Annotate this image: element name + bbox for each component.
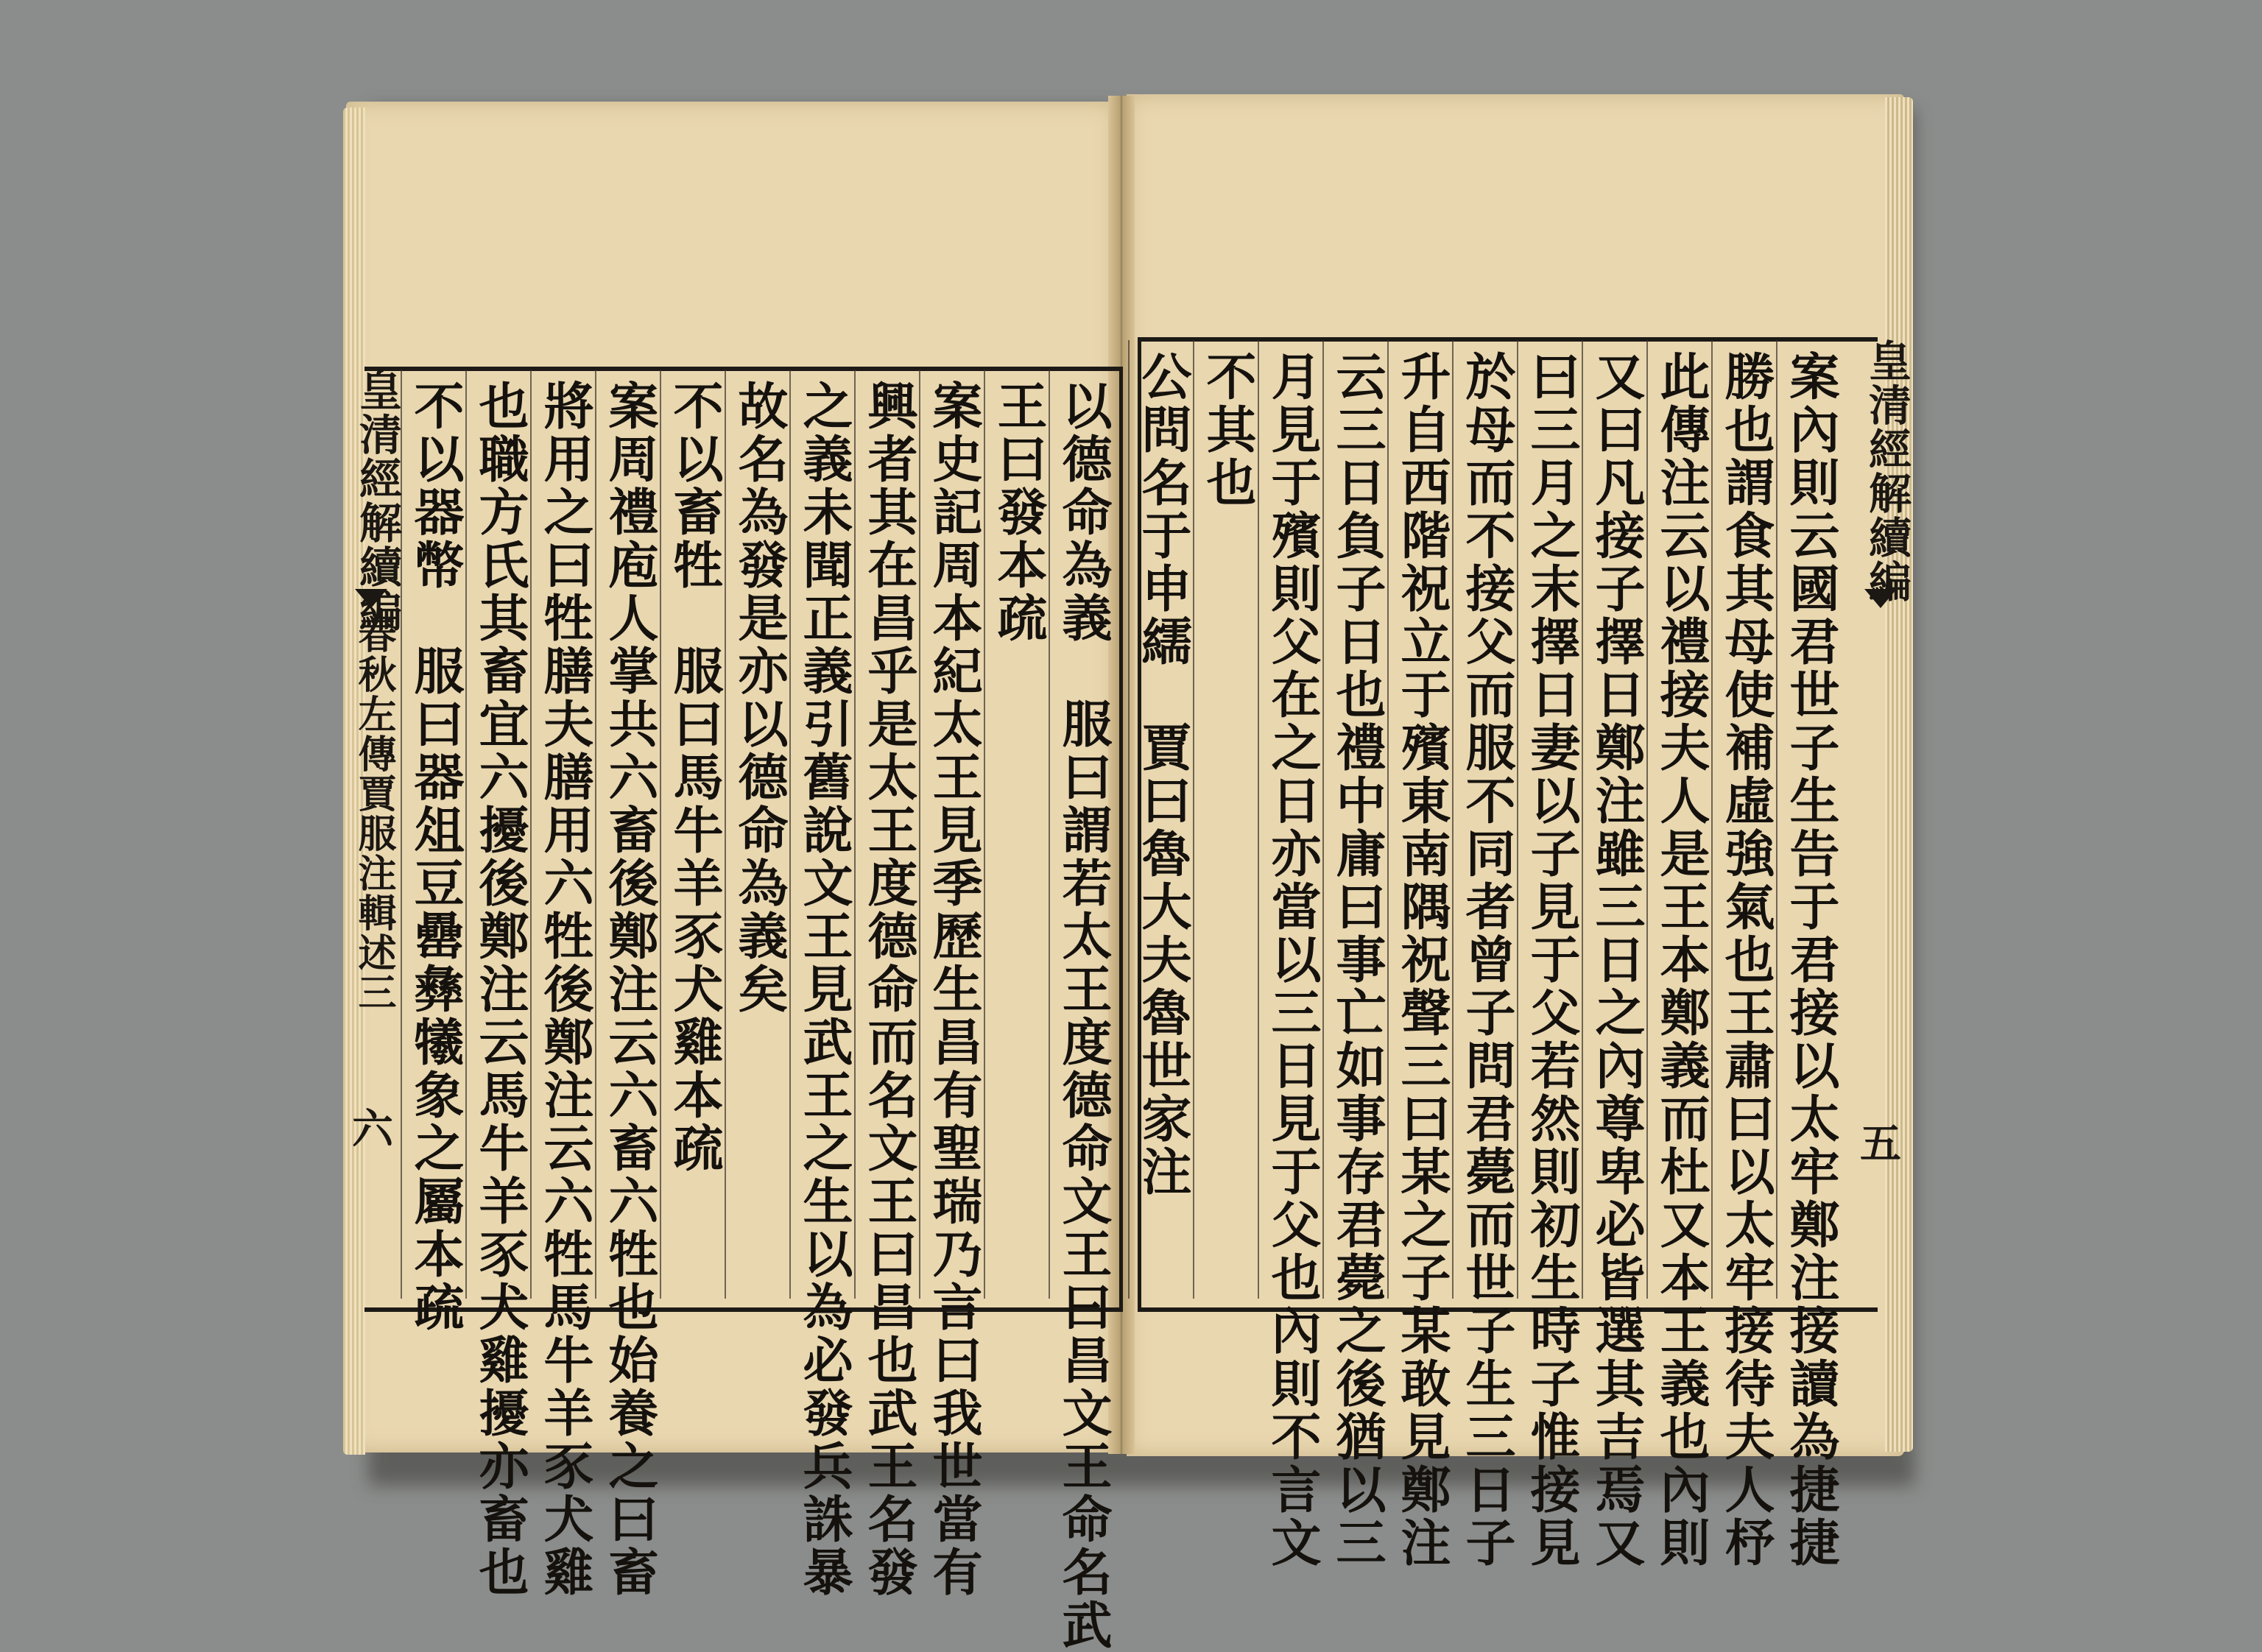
text-column: 案史記周本紀太王見季歷生昌有聖瑞乃言曰我世當有 [924,380,983,1599]
text-column: 王曰發本疏 [989,380,1048,645]
column-rule [725,370,726,1299]
left-fishtail-mark [355,589,387,608]
column-rule [465,370,467,1299]
text-column: 公問名于申繻 賈曰魯大夫魯世家注 [1133,350,1192,1199]
text-column: 以德命為義 服曰謂若太王度德命文王曰昌文王命名武 [1054,380,1113,1652]
column-rule [854,370,856,1299]
text-column: 故名為發是亦以德命為義矣 [730,380,789,1016]
text-column: 興者其在昌乎是太王度德命而名文王曰昌也武王名發 [859,380,918,1599]
column-rule [1193,340,1194,1299]
text-column: 不以畜牲 服曰馬牛羊豕犬雞本疏 [665,380,724,1175]
column-rule [1128,340,1130,1299]
right-page-number: 五 [1860,1120,1901,1168]
column-rule [595,370,596,1299]
text-column: 也職方氏其畜宜六擾後鄭注云馬牛羊豕犬雞擾亦畜也 [471,380,529,1599]
text-column: 案周禮庖人掌共六畜後鄭注云六畜六牲也始養之曰畜 [600,380,659,1599]
column-rule [1258,340,1259,1299]
left-margin-title: 皇清經解續編 [352,368,402,633]
text-column: 將用之曰牲膳夫膳用六牲後鄭注云六牲馬牛羊豕犬雞 [535,380,594,1599]
column-rule [1646,340,1648,1299]
text-column: 勝也謂食其母使補虛強氣也王肅曰以太牢接待夫人杼 [1716,350,1775,1570]
text-column: 曰三月之末擇日妻以子見于父若然則初生時子惟接見 [1522,350,1581,1570]
column-rule [984,370,985,1299]
column-rule [1387,340,1389,1299]
text-column: 月見于殯則父在之日亦當以三日見于父也內則不言文 [1263,350,1322,1570]
column-rule [530,370,532,1299]
column-rule [789,370,791,1299]
text-column: 此傳注云以禮接夫人是王本鄭義而杜又本王義也內則 [1652,350,1710,1570]
text-column: 之義未聞正義引舊說文王見武王之生以為必發兵誅暴 [794,380,853,1599]
column-rule [1322,340,1324,1299]
text-column: 不其也 [1198,350,1257,509]
column-rule [919,370,920,1299]
text-column: 不以器幣 服曰器俎豆罍彝犧象之屬本疏 [406,380,465,1334]
right-margin-title: 皇清經解續編 [1861,339,1912,604]
column-rule [1452,340,1454,1299]
column-rule [1776,340,1777,1299]
left-margin-subtitle: 春秋左傳賈服注輯述三 [351,615,396,1012]
column-rule [660,370,661,1299]
text-column: 又曰凡接子擇日鄭注雖三日之內尊卑必皆選其吉焉又 [1587,350,1646,1570]
column-rule [1711,340,1713,1299]
left-page-number: 六 [352,1105,393,1154]
text-column: 案內則云國君世子生告于君接以太牢鄭注接讀為捷捷 [1781,350,1840,1570]
text-column: 升自西階祝立于殯東南隅祝聲三曰某之子某敢見鄭注 [1392,350,1451,1570]
right-fishtail-mark [1864,589,1897,608]
column-rule [1049,370,1050,1299]
right-page-edges [1885,97,1913,1452]
column-rule [1517,340,1518,1299]
text-column: 於母而不接父而服不同者曾子問君薨而世子生三日子 [1457,350,1516,1570]
column-rule [1582,340,1583,1299]
text-column: 云三日負子日也禮中庸曰事亡如事存君薨之後猶以三 [1328,350,1387,1570]
